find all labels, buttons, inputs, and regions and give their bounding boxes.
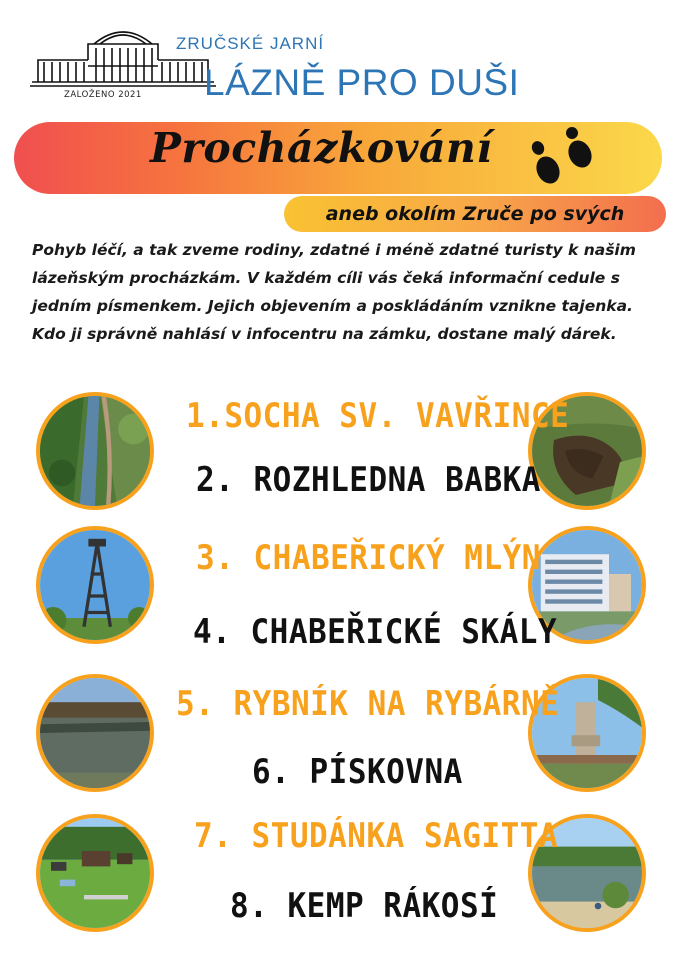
stop-4: 4. CHABEŘICKÉ SKÁLY [193, 612, 558, 652]
campsite-photo [36, 814, 154, 932]
intro-paragraph: Pohyb léčí, a tak zveme rodiny, zdatné i méně zdatné turisty k našim lázeňským procházkám. V každém cíli vás čeká informační cedule s jedním písmenkem. Jejich objevením a poskládáním vznikne tajenka. Kdo ji správně nahlásí v infocentru na zámku, dostane malý dárek. [32, 241, 636, 343]
stop-3: 3. CHABEŘICKÝ MLÝN [196, 538, 541, 578]
page-title: Procházkování [150, 124, 493, 172]
pond-photo [36, 674, 154, 792]
stop-1: 1.SOCHA SV. VAVŘINCE [186, 396, 570, 436]
footprints-icon [520, 126, 608, 192]
stop-6: 6. PÍSKOVNA [252, 752, 463, 792]
lookout-tower-photo [36, 526, 154, 644]
subtitle-pill: aneb okolím Zruče po svých [284, 196, 666, 232]
stop-8: 8. KEMP RÁKOSÍ [230, 886, 499, 926]
header [28, 22, 548, 110]
stop-5: 5. RYBNÍK NA RYBÁRNĚ [176, 684, 560, 724]
established-label: ZALOŽENO 2021 [64, 90, 142, 100]
stop-2: 2. ROZHLEDNA BABKA [196, 460, 541, 500]
stop-7: 7. STUDÁNKA SAGITTA [194, 816, 559, 856]
brand-line2: LÁZNĚ PRO DUŠI [204, 62, 520, 103]
brand-line1: ZRUČSKÉ JARNÍ [176, 34, 325, 53]
valley-aerial-photo [36, 392, 154, 510]
